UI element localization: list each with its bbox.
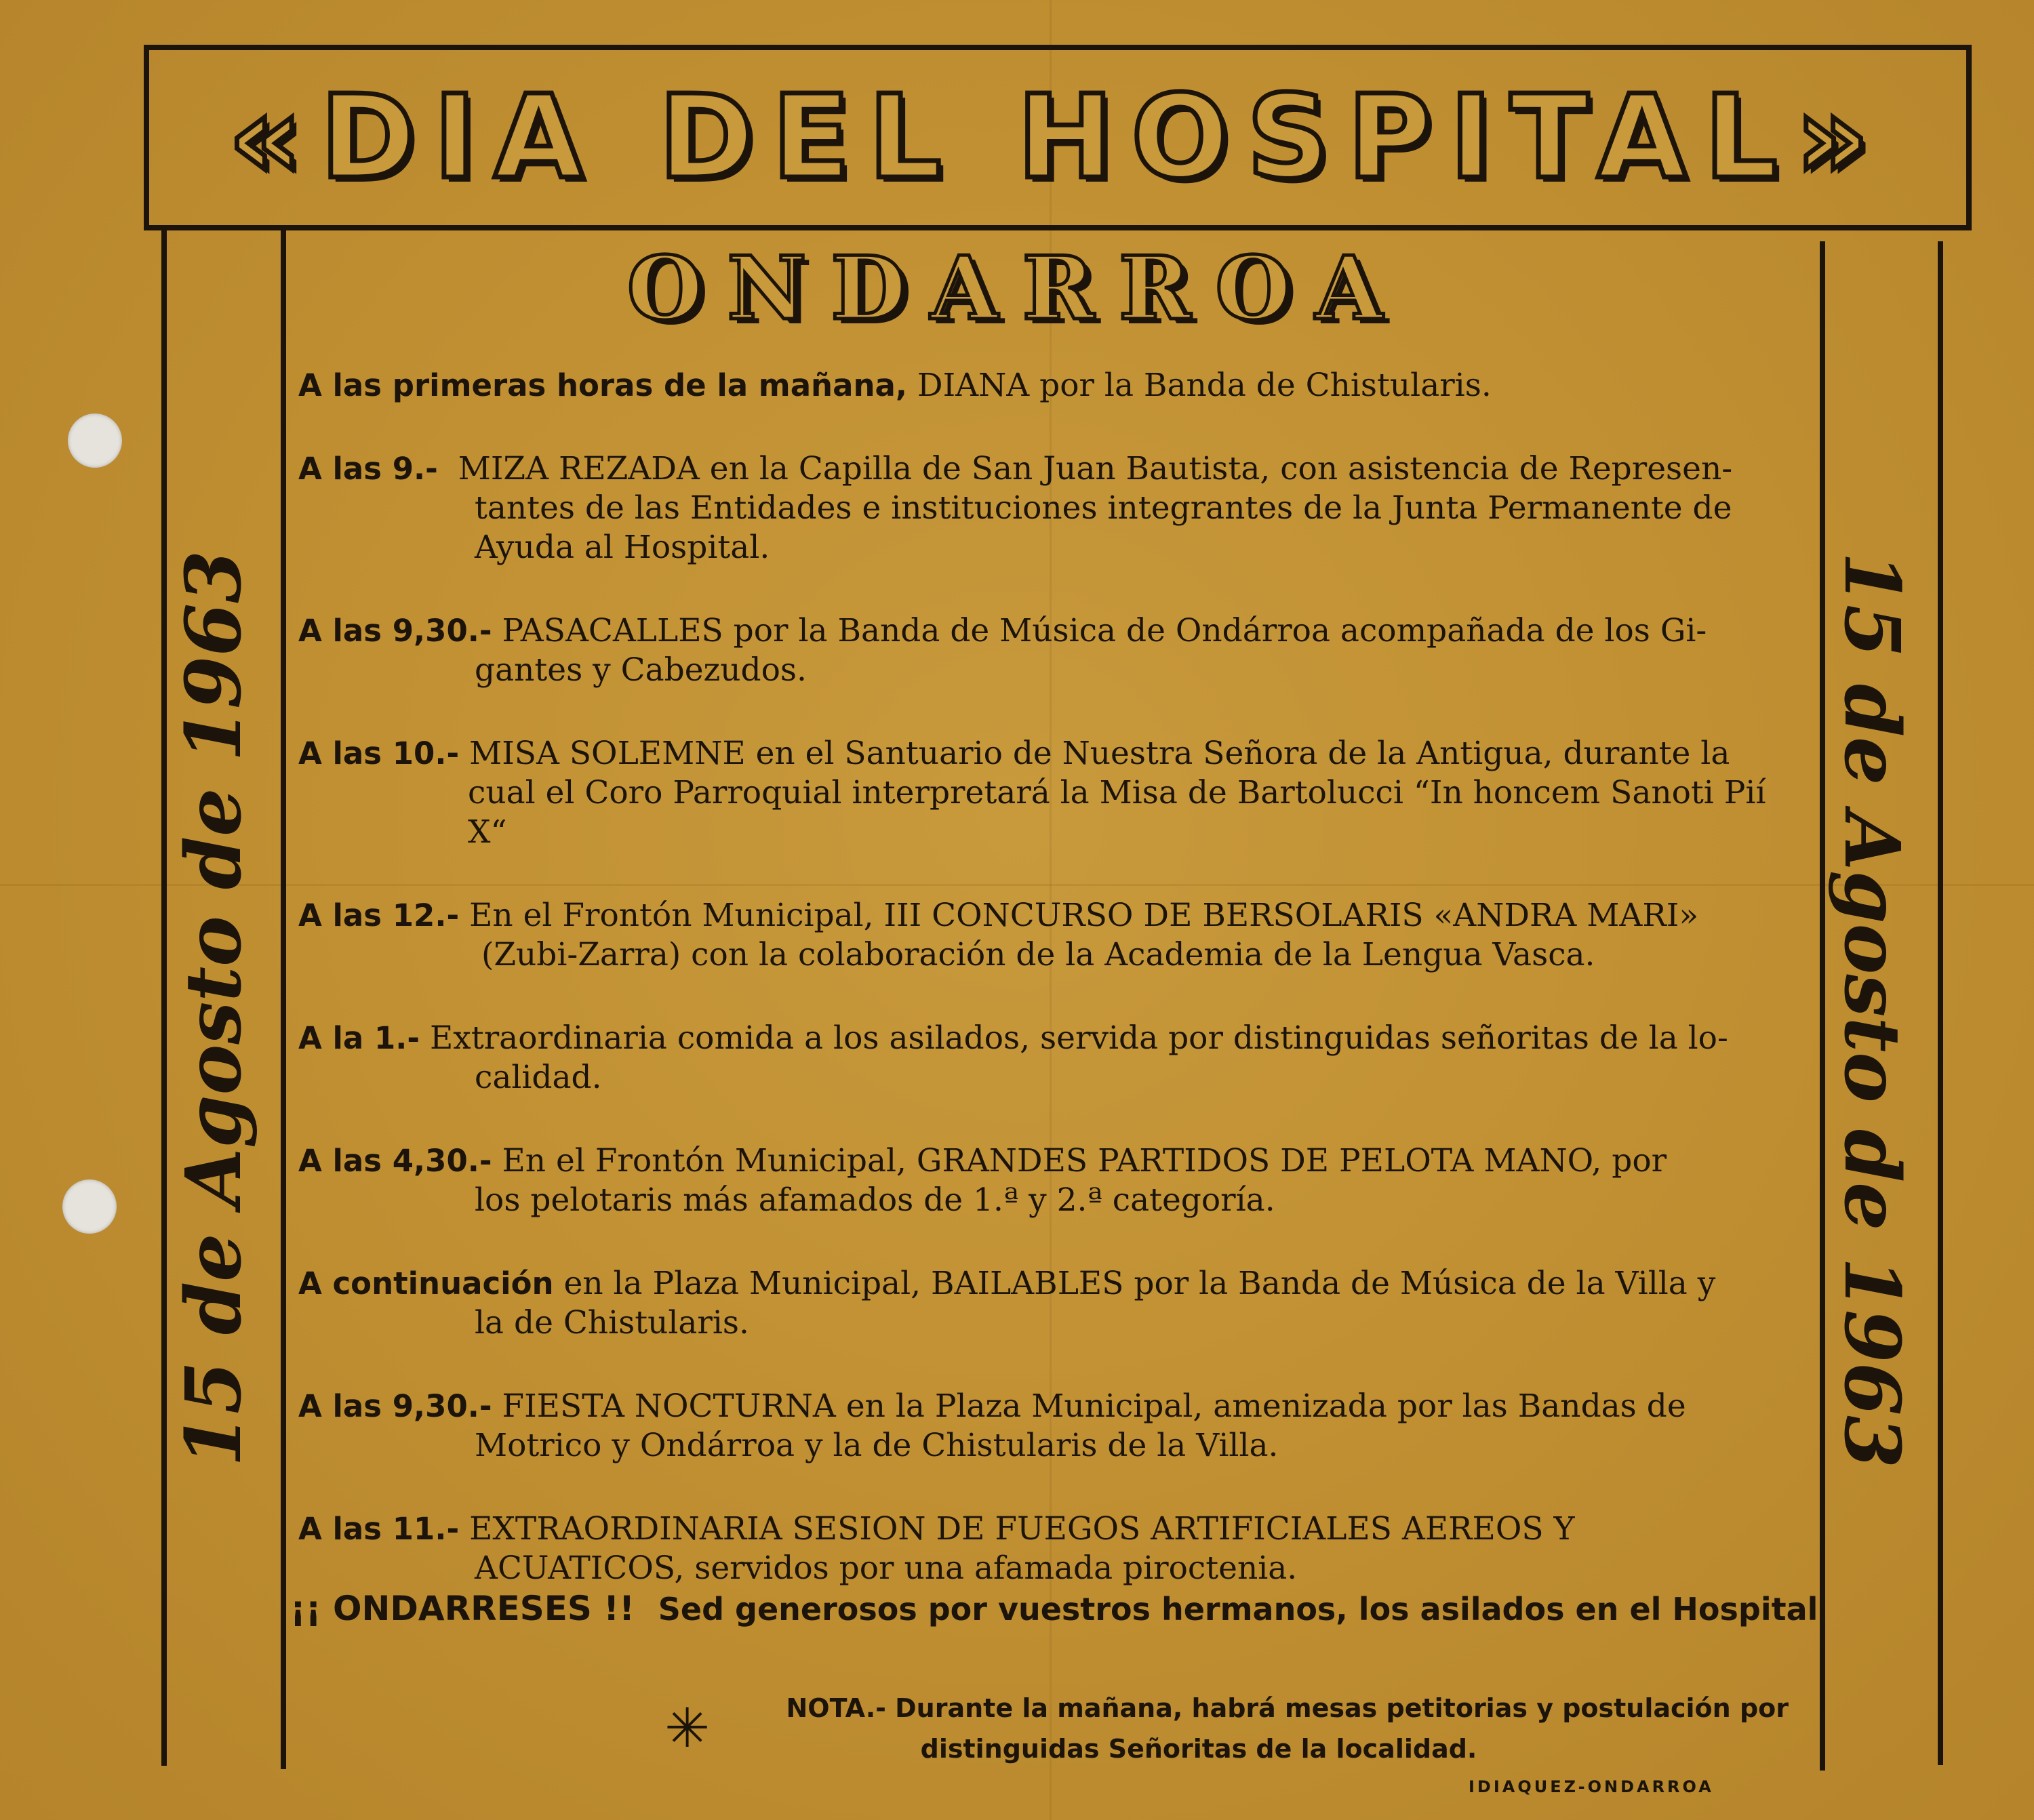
title-box bbox=[144, 45, 1972, 230]
appeal-line bbox=[290, 1589, 1818, 1628]
appeal-exclaim: ¡¡ ONDARRESES !! bbox=[290, 1589, 635, 1628]
right-outer-rule bbox=[1938, 241, 1943, 1765]
event-item bbox=[298, 1510, 1801, 1588]
event-time: A las 9,30.- bbox=[298, 1388, 492, 1424]
event-text-continued: ACUATICOS, servidos por una afamada piroctenia. bbox=[475, 1550, 1298, 1587]
binder-hole-icon bbox=[68, 413, 122, 468]
event-time: A la 1.- bbox=[298, 1020, 420, 1056]
appeal-text: Sed generosos por vuestros hermanos, los asilados en el Hospital bbox=[658, 1591, 1818, 1627]
event-time: A las 4,30.- bbox=[298, 1143, 492, 1179]
right-inner-rule bbox=[1820, 241, 1825, 1771]
event-text: En el Frontón Municipal, GRANDES PARTIDOS DE PELOTA MANO, por bbox=[502, 1142, 1667, 1179]
event-item bbox=[298, 1019, 1801, 1097]
event-item bbox=[298, 1141, 1801, 1220]
event-text-continued: cual el Coro Parroquial interpretará la Misa de Bartolucci “In honcem Sanoti Pií X“ bbox=[468, 774, 1766, 851]
left-outer-rule bbox=[161, 230, 167, 1766]
event-text-continued: tantes de las Entidades e instituciones integrantes de la Junta Permanente de Ayuda al Hospital. bbox=[475, 489, 1732, 566]
binder-hole-icon bbox=[62, 1179, 117, 1234]
event-item bbox=[298, 611, 1801, 690]
event-item bbox=[298, 896, 1801, 975]
event-time: A continuación bbox=[298, 1266, 554, 1301]
event-time: A las 9,30.- bbox=[298, 613, 492, 649]
event-text: EXTRAORDINARIA SESION DE FUEGOS ARTIFICIALES AEREOS Y bbox=[469, 1510, 1575, 1548]
event-text: Extraordinaria comida a los asilados, servida por distinguidas señoritas de la lo- bbox=[430, 1019, 1728, 1057]
town-name: ONDARROA bbox=[626, 238, 1408, 340]
event-time: A las 11.- bbox=[298, 1511, 460, 1547]
event-text: DIANA por la Banda de Chistularis. bbox=[917, 367, 1492, 404]
event-text-continued: calidad. bbox=[475, 1059, 602, 1096]
event-program bbox=[298, 366, 1801, 1632]
note bbox=[758, 1688, 1789, 1769]
event-text-continued: los pelotaris más afamados de 1.ª y 2.ª categoría. bbox=[475, 1181, 1275, 1219]
event-time: A las primeras horas de la mañana, bbox=[298, 367, 907, 403]
event-text: FIESTA NOCTURNA en la Plaza Municipal, amenizada por las Bandas de bbox=[502, 1388, 1686, 1425]
event-text-continued: la de Chistularis. bbox=[475, 1304, 749, 1341]
event-text: PASACALLES por la Banda de Música de Ondárroa acompañada de los Gi- bbox=[502, 612, 1707, 649]
note-line-2: distinguidas Señoritas de la localidad. bbox=[920, 1734, 1477, 1764]
event-time: A las 10.- bbox=[298, 735, 460, 771]
side-date-left: 15 de Agosto de 1963 bbox=[170, 550, 258, 1468]
event-item bbox=[298, 449, 1801, 567]
event-text: MIZA REZADA en la Capilla de San Juan Bautista, con asistencia de Represen- bbox=[458, 450, 1733, 487]
poster-title: «DIA DEL HOSPITAL» bbox=[228, 70, 1888, 205]
event-time: A las 12.- bbox=[298, 897, 460, 933]
event-text: en la Plaza Municipal, BAILABLES por la Banda de Música de la Villa y bbox=[563, 1265, 1716, 1302]
asterisk-icon: ✳ bbox=[664, 1697, 711, 1760]
printer-credit: IDIAQUEZ-ONDARROA bbox=[1469, 1777, 1714, 1796]
event-item bbox=[298, 734, 1801, 852]
event-text: En el Frontón Municipal, III CONCURSO DE BERSOLARIS «ANDRA MARI» bbox=[469, 897, 1699, 934]
event-item bbox=[298, 366, 1801, 405]
side-date-right: 15 de Agosto de 1963 bbox=[1827, 551, 1916, 1469]
note-line-1: NOTA.- Durante la mañana, habrá mesas petitorias y postulación por bbox=[786, 1693, 1789, 1723]
event-text-continued: (Zubi-Zarra) con la colaboración de la Academia de la Lengua Vasca. bbox=[481, 936, 1595, 973]
event-text-continued: gantes y Cabezudos. bbox=[475, 651, 807, 689]
event-text-continued: Motrico y Ondárroa y la de Chistularis de la Villa. bbox=[475, 1427, 1279, 1464]
left-inner-rule bbox=[281, 230, 286, 1769]
event-item bbox=[298, 1264, 1801, 1343]
event-item bbox=[298, 1387, 1801, 1465]
event-time: A las 9.- bbox=[298, 451, 438, 487]
event-text: MISA SOLEMNE en el Santuario de Nuestra Señora de la Antigua, durante la bbox=[469, 735, 1730, 772]
